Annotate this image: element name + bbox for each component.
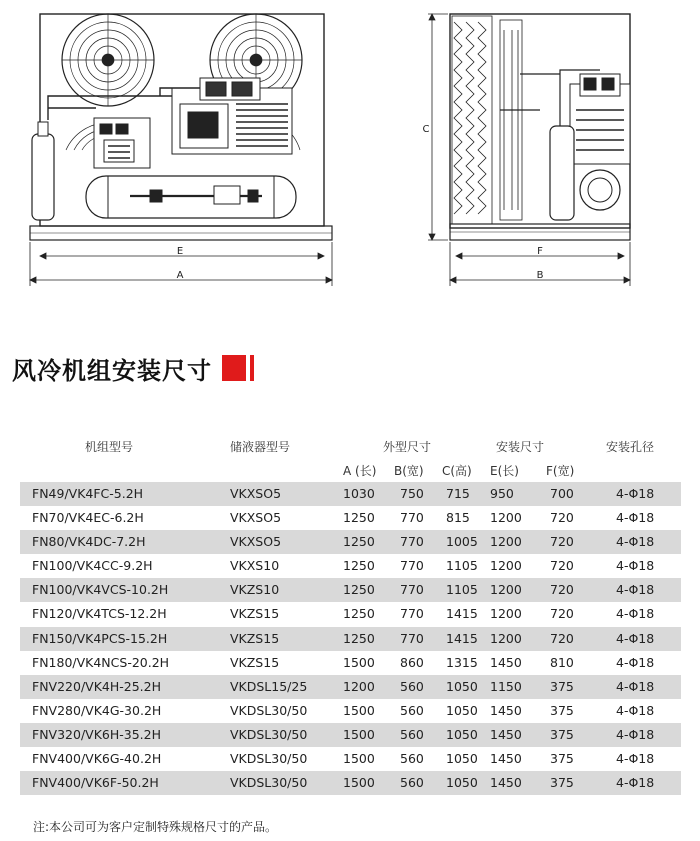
header-e: E(长) xyxy=(490,464,519,478)
cell-f: 700 xyxy=(550,486,574,501)
heading-accent-block xyxy=(222,355,246,381)
header-c: C(高) xyxy=(442,464,472,478)
cell-receiver: VKDSL15/25 xyxy=(230,678,308,694)
cell-a: 1250 xyxy=(343,534,375,550)
table-row xyxy=(20,530,681,554)
dim-label-c: C xyxy=(422,124,430,135)
cell-model: FN49/VK4FC-5.2H xyxy=(32,486,144,501)
cell-c: 1050 xyxy=(446,751,478,767)
cell-receiver: VKXSO5 xyxy=(230,486,282,501)
cell-c: 1050 xyxy=(446,702,478,718)
cell-f: 375 xyxy=(550,775,574,791)
cell-b: 560 xyxy=(400,751,424,767)
table-row xyxy=(20,602,681,626)
cell-hole: 4-Φ18 xyxy=(616,606,655,622)
cell-f: 375 xyxy=(550,751,574,767)
cell-e: 1450 xyxy=(490,654,522,670)
side-view xyxy=(428,14,630,286)
cell-model: FNV400/VK6F-50.2H xyxy=(32,775,159,791)
cell-model: FN180/VK4NCS-20.2H xyxy=(32,654,170,670)
cell-e: 1200 xyxy=(490,534,522,550)
cell-hole: 4-Φ18 xyxy=(616,726,655,742)
header-model: 机组型号 xyxy=(85,440,134,454)
header-b: B(宽) xyxy=(394,464,424,478)
cell-a: 1200 xyxy=(343,678,375,694)
cell-b: 770 xyxy=(400,558,424,574)
table-body xyxy=(20,482,681,795)
cell-e: 950 xyxy=(490,486,514,501)
header-install-size: 安装尺寸 xyxy=(496,440,545,454)
table-row xyxy=(20,506,681,530)
control-box xyxy=(94,118,150,168)
cell-b: 560 xyxy=(400,678,424,694)
table-row xyxy=(20,651,681,675)
dim-label-f: F xyxy=(537,246,543,257)
table-row xyxy=(20,675,681,699)
cell-b: 770 xyxy=(400,510,424,526)
cell-receiver: VKXSO5 xyxy=(230,510,282,526)
table-row xyxy=(20,482,681,506)
cell-model: FNV280/VK4G-30.2H xyxy=(32,702,162,718)
cell-e: 1200 xyxy=(490,558,522,574)
cell-receiver: VKZS15 xyxy=(230,630,280,646)
header-a: A (长) xyxy=(343,464,377,478)
dim-label-e: E xyxy=(176,246,184,257)
cell-c: 1415 xyxy=(446,606,478,622)
cell-model: FNV400/VK6G-40.2H xyxy=(32,751,162,767)
header-f: F(宽) xyxy=(546,464,575,478)
cell-b: 560 xyxy=(400,702,424,718)
cell-receiver: VKXS10 xyxy=(230,558,280,574)
cell-e: 1450 xyxy=(490,702,522,718)
cell-a: 1500 xyxy=(343,775,375,791)
cell-hole: 4-Φ18 xyxy=(616,534,655,550)
cell-a: 1500 xyxy=(343,702,375,718)
cell-hole: 4-Φ18 xyxy=(616,582,655,598)
compressor xyxy=(172,78,292,154)
cell-b: 770 xyxy=(400,582,424,598)
cell-c: 1050 xyxy=(446,726,478,742)
cell-model: FNV320/VK6H-35.2H xyxy=(32,726,162,742)
table-row xyxy=(20,554,681,578)
cell-f: 720 xyxy=(550,558,574,574)
cell-b: 560 xyxy=(400,775,424,791)
cell-a: 1500 xyxy=(343,751,375,767)
cell-a: 1250 xyxy=(343,558,375,574)
cell-model: FN150/VK4PCS-15.2H xyxy=(32,630,168,646)
cell-a: 1500 xyxy=(343,726,375,742)
cell-c: 1105 xyxy=(446,582,478,598)
header-outer-size: 外型尺寸 xyxy=(383,440,432,454)
cell-hole: 4-Φ18 xyxy=(616,630,655,646)
dim-label-a: A xyxy=(176,270,184,281)
cell-hole: 4-Φ18 xyxy=(616,678,655,694)
cell-a: 1250 xyxy=(343,510,375,526)
cell-b: 750 xyxy=(400,486,424,501)
cell-f: 810 xyxy=(550,654,574,670)
table-row xyxy=(20,747,681,771)
cell-b: 770 xyxy=(400,534,424,550)
cell-c: 815 xyxy=(446,510,470,526)
cell-c: 715 xyxy=(446,486,470,501)
cell-a: 1250 xyxy=(343,582,375,598)
cell-c: 1050 xyxy=(446,775,478,791)
cell-c: 1315 xyxy=(446,654,478,670)
table-row xyxy=(20,627,681,651)
table-row xyxy=(20,578,681,602)
cell-e: 1200 xyxy=(490,606,522,622)
cell-a: 1250 xyxy=(343,630,375,646)
cell-receiver: VKZS15 xyxy=(230,654,280,670)
cell-e: 1450 xyxy=(490,775,522,791)
cell-e: 1150 xyxy=(490,678,522,694)
cell-model: FN100/VK4CC-9.2H xyxy=(32,558,153,574)
cell-model: FNV220/VK4H-25.2H xyxy=(32,678,162,694)
dim-label-b: B xyxy=(536,270,544,281)
cell-f: 375 xyxy=(550,726,574,742)
table-row xyxy=(20,771,681,795)
cell-receiver: VKDSL30/50 xyxy=(230,751,308,767)
cell-a: 1030 xyxy=(343,486,375,501)
cell-c: 1050 xyxy=(446,678,478,694)
cell-b: 770 xyxy=(400,630,424,646)
cell-hole: 4-Φ18 xyxy=(616,486,655,501)
cell-hole: 4-Φ18 xyxy=(616,775,655,791)
cell-f: 720 xyxy=(550,510,574,526)
receiver-tank xyxy=(86,176,296,218)
fan-1 xyxy=(62,14,154,106)
cell-b: 560 xyxy=(400,726,424,742)
cell-receiver: VKZS10 xyxy=(230,582,280,598)
accumulator xyxy=(32,122,54,220)
cell-f: 375 xyxy=(550,702,574,718)
cell-e: 1450 xyxy=(490,726,522,742)
cell-hole: 4-Φ18 xyxy=(616,510,655,526)
table-row xyxy=(20,723,681,747)
cell-hole: 4-Φ18 xyxy=(616,751,655,767)
cell-hole: 4-Φ18 xyxy=(616,558,655,574)
cell-b: 770 xyxy=(400,606,424,622)
cell-model: FN120/VK4TCS-12.2H xyxy=(32,606,167,622)
cell-receiver: VKDSL30/50 xyxy=(230,775,308,791)
cell-f: 720 xyxy=(550,534,574,550)
cell-receiver: VKZS15 xyxy=(230,606,280,622)
cell-a: 1500 xyxy=(343,654,375,670)
cell-e: 1200 xyxy=(490,630,522,646)
cell-hole: 4-Φ18 xyxy=(616,654,655,670)
cell-b: 860 xyxy=(400,654,424,670)
cell-f: 375 xyxy=(550,678,574,694)
cell-f: 720 xyxy=(550,606,574,622)
cell-c: 1005 xyxy=(446,534,478,550)
cell-receiver: VKDSL30/50 xyxy=(230,726,308,742)
footnote: 注:本公司可为客户定制特殊规格尺寸的产品。 xyxy=(33,820,278,834)
condenser-coil xyxy=(452,16,522,224)
cell-c: 1415 xyxy=(446,630,478,646)
cell-f: 720 xyxy=(550,630,574,646)
page-title: 风冷机组安装尺寸 xyxy=(12,356,212,385)
cell-model: FN100/VK4VCS-10.2H xyxy=(32,582,169,598)
heading-accent-bar xyxy=(250,355,254,381)
cell-hole: 4-Φ18 xyxy=(616,702,655,718)
header-receiver: 储液器型号 xyxy=(230,440,291,454)
cell-c: 1105 xyxy=(446,558,478,574)
cell-e: 1200 xyxy=(490,582,522,598)
compressor-side xyxy=(570,74,630,164)
cell-receiver: VKXSO5 xyxy=(230,534,282,550)
cell-model: FN70/VK4EC-6.2H xyxy=(32,510,144,526)
header-hole: 安装孔径 xyxy=(606,440,655,454)
cell-e: 1450 xyxy=(490,751,522,767)
section-heading xyxy=(12,352,254,384)
cell-f: 720 xyxy=(550,582,574,598)
cell-a: 1250 xyxy=(343,606,375,622)
cell-e: 1200 xyxy=(490,510,522,526)
table-row xyxy=(20,699,681,723)
cell-receiver: VKDSL30/50 xyxy=(230,702,308,718)
unit-technical-drawing xyxy=(0,0,700,300)
table-header xyxy=(0,430,700,480)
cell-model: FN80/VK4DC-7.2H xyxy=(32,534,146,550)
